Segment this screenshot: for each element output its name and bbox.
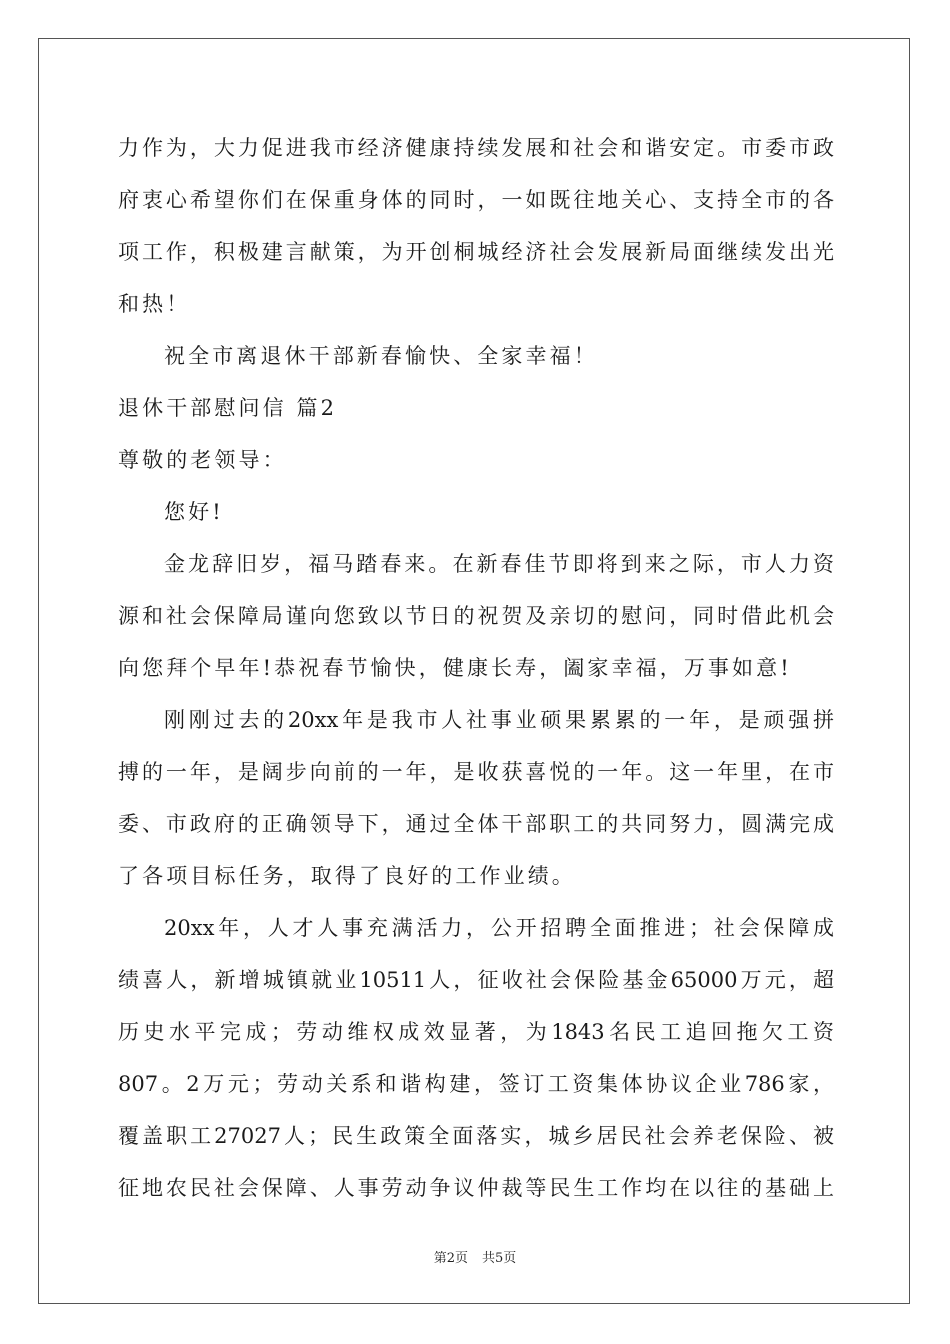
document-body <box>118 128 834 1220</box>
salutation: 尊敬的老领导： <box>118 448 287 472</box>
text-line: 源和社会保障局谨向您致以节日的祝贺及亲切的慰问，同时借此机会 <box>118 604 834 628</box>
text-line: 了各项目标任务，取得了良好的工作业绩。 <box>118 864 576 888</box>
text-line: 历史水平完成；劳动维权成效显著，为1843名民工追回拖欠工资 <box>118 1020 834 1044</box>
text-line: 覆盖职工27027人；民生政策全面落实，城乡居民社会养老保险、被 <box>118 1124 834 1148</box>
text-line: 刚刚过去的20xx年是我市人社事业硕果累累的一年，是顽强拼 <box>164 708 834 732</box>
text-line: 搏的一年，是阔步向前的一年，是收获喜悦的一年。这一年里，在市 <box>118 760 834 784</box>
text-line: 府衷心希望你们在保重身体的同时，一如既往地关心、支持全市的各 <box>118 188 834 212</box>
section-heading: 退休干部慰问信 篇2 <box>118 396 338 420</box>
text-line: 征地农民社会保障、人事劳动争议仲裁等民生工作均在以往的基础上 <box>118 1176 834 1200</box>
greeting: 您好! <box>164 500 224 524</box>
text-line: 807。2万元；劳动关系和谐构建，签订工资集体协议企业786家， <box>118 1072 834 1096</box>
page-footer <box>0 1247 950 1266</box>
text-line: 项工作，积极建言献策，为开创桐城经济社会发展新局面继续发出光 <box>118 240 834 264</box>
total-pages: 共5页 <box>482 1251 517 1266</box>
text-line: 委、市政府的正确领导下，通过全体干部职工的共同努力，圆满完成 <box>118 812 834 836</box>
text-line: 向您拜个早年!恭祝春节愉快，健康长寿，阖家幸福，万事如意! <box>118 656 792 680</box>
text-line: 祝全市离退休干部新春愉快、全家幸福！ <box>164 344 598 368</box>
text-line: 金龙辞旧岁，福马踏春来。在新春佳节即将到来之际，市人力资 <box>164 552 834 576</box>
text-line: 20xx年，人才人事充满活力，公开招聘全面推进；社会保障成 <box>164 916 834 940</box>
page-number: 第2页 <box>433 1251 468 1266</box>
text-line: 绩喜人，新增城镇就业10511人，征收社会保险基金65000万元，超 <box>118 968 834 992</box>
text-line: 和热！ <box>118 292 191 316</box>
text-line: 力作为，大力促进我市经济健康持续发展和社会和谐安定。市委市政 <box>118 136 834 160</box>
